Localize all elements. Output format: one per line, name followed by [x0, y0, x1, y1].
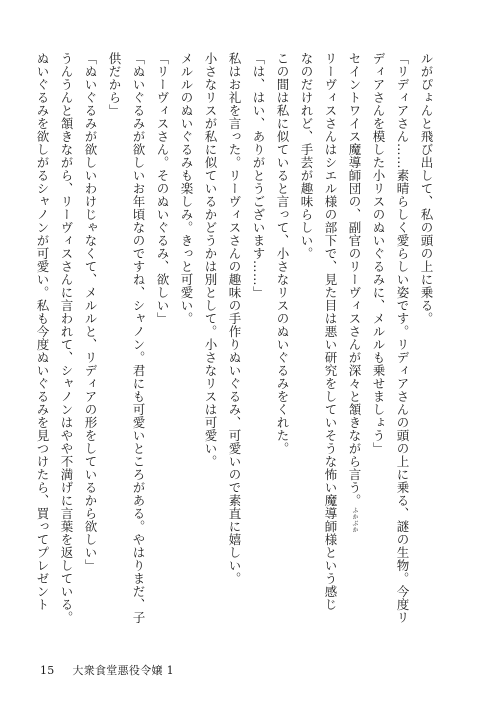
- text-line-13: 「ぬいぐるみが欲しいお年頃なのですね、シャノン。君にも可愛いところがある。やはりまだ、子: [131, 52, 146, 624]
- text-line-14: 供だから」: [107, 52, 122, 117]
- text-line-15: 「ぬいぐるみが欲しいわけじゃなくて、メルルと、リディアの形をしているから欲しい」: [83, 52, 98, 572]
- text-line-11: メルルのぬいぐるみも楽しみ。きっと可愛い。: [179, 52, 194, 325]
- text-line-7: この間は私に似ていると言って、小さなリスのぬいぐるみをくれた。: [275, 52, 290, 455]
- text-line-16: うんうんと頷きながら、リーヴィスさんに言われて、シャノンはやや不満げに言葉を返している。: [59, 52, 74, 624]
- text-line-8: 「は、はい、ありがとうございます……」: [251, 52, 266, 299]
- text-line-3: ディアさんを模した小リスのぬいぐるみに、メルルも乗せましょう」: [371, 52, 386, 455]
- text-line-17: ぬいぐるみを欲しがるシャノンが可愛い。私も今度ぬいぐるみを見つけたら、買ってプレゼント: [35, 52, 50, 611]
- text-line-6: なのだけれど、手芸が趣味らしい。: [299, 52, 314, 260]
- body-text: [30, 52, 438, 642]
- text-line-5: リーヴィスさんはシエル様の部下で、見た目は悪い研究をしていそうな怖い魔導師様という感じ: [323, 52, 338, 611]
- text-line-1: ルがぴょんと飛び出して、私の頭の上に乗る。: [419, 52, 434, 325]
- text-line-2: 「リディアさん……素晴らしく愛らしい姿です。リディアさんの頭の上に乗る、謎の生物。今度リ: [395, 52, 410, 624]
- book-title: 大衆食堂悪役令嬢 1: [72, 664, 174, 677]
- text-line-12: 「リーヴィスさん。そのぬいぐるみ、欲しい」: [155, 52, 170, 325]
- page-footer: [40, 662, 174, 678]
- text-line-4: [342, 52, 366, 642]
- text-line-4-content: セイントワイス魔導師団の、副官のリーヴィスさんが深々と頷きながら言う。: [347, 52, 362, 507]
- text-line-9: 私はお礼を言った。リーヴィスさんの趣味の手作りぬいぐるみ、可愛いので素直に嬉しい。: [227, 52, 242, 585]
- page-number: 15: [40, 664, 55, 677]
- text-line-10: 小さなリスが私に似ているかどうかは別として。小さなリスは可愛い。: [203, 52, 218, 468]
- ruby-annotation: ふかぶか: [351, 507, 358, 533]
